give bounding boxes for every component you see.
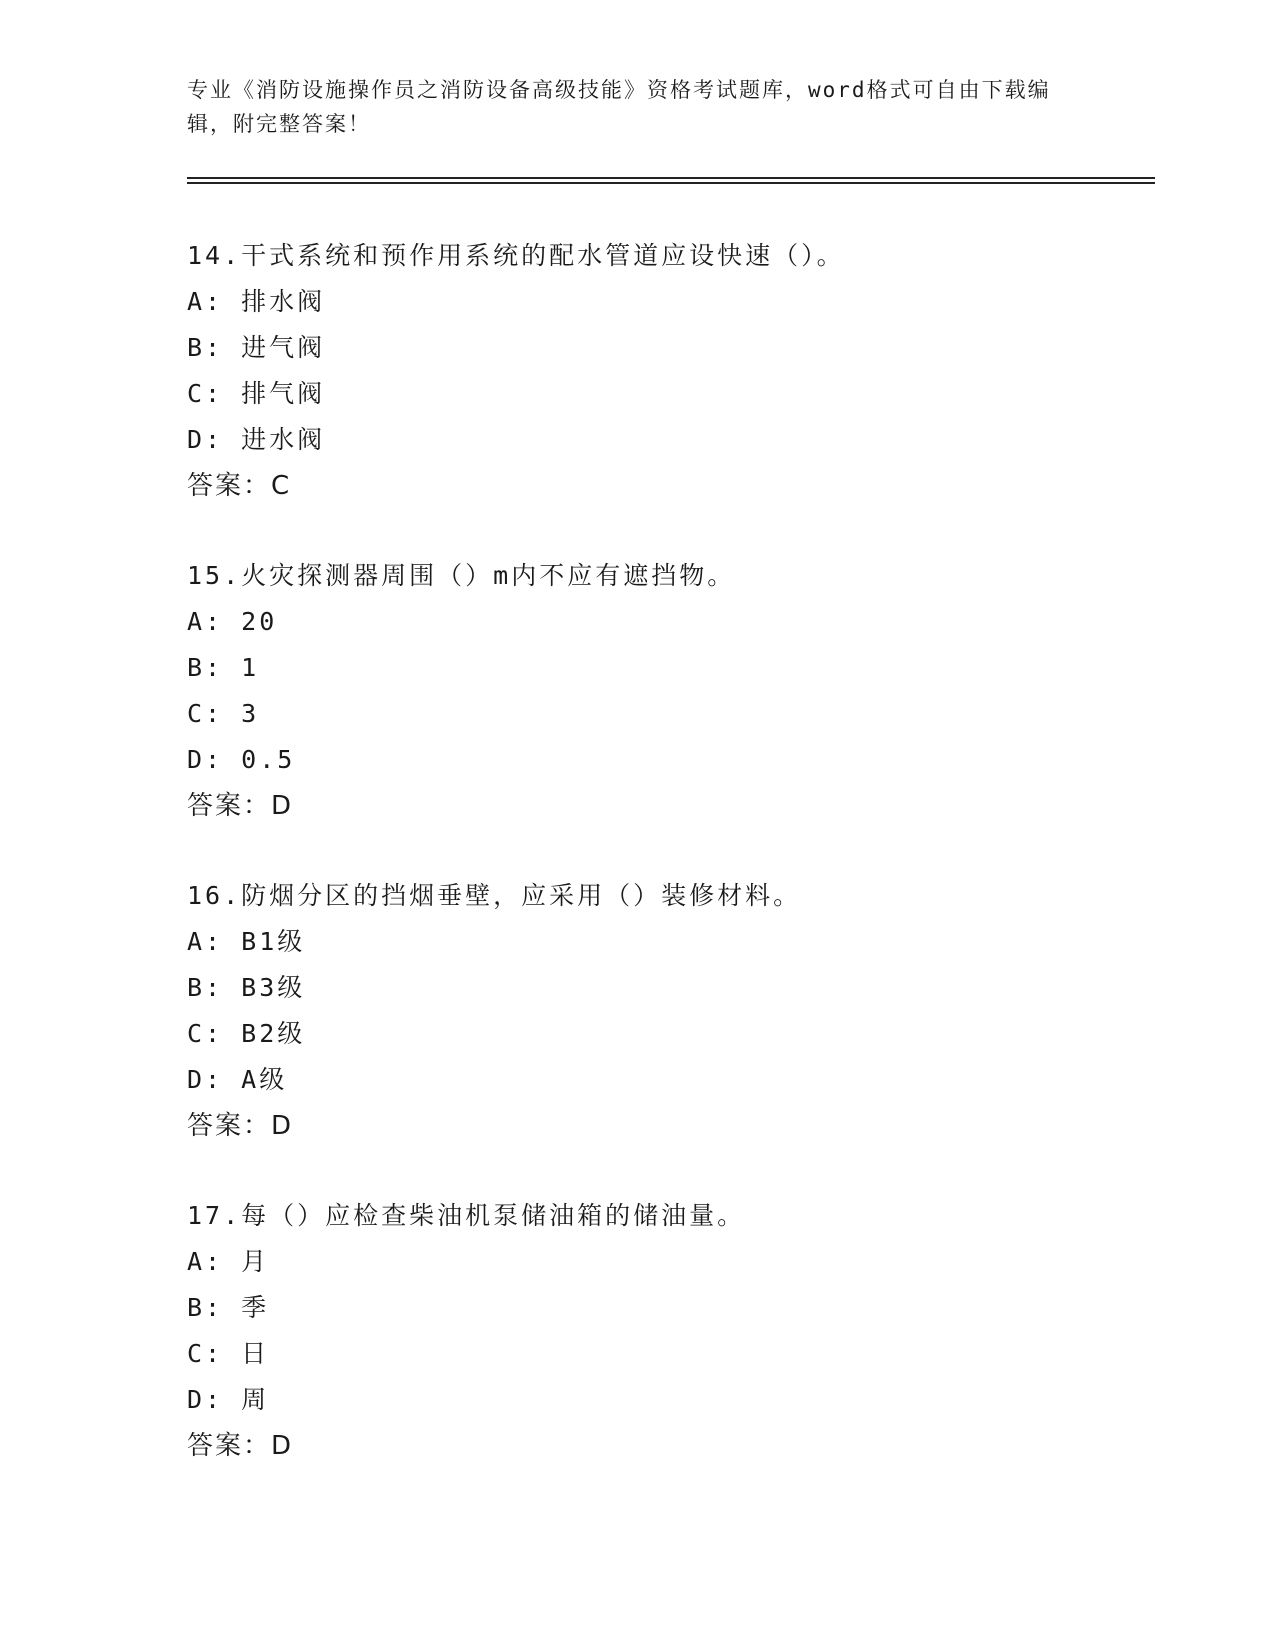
option-d: D: 周 (187, 1385, 270, 1414)
option-b: B: B3级 (187, 973, 306, 1002)
option-c: C: 日 (187, 1339, 270, 1368)
answer-line: 答案：D (187, 791, 294, 821)
header-intro-text: 专业《消防设施操作员之消防设备高级技能》资格考试题库，word格式可自由下载编辑，附完整答案！ (187, 78, 1051, 136)
header-divider-bottom (187, 182, 1155, 184)
question-title: 14.干式系统和预作用系统的配水管道应设快速（）。 (187, 241, 845, 270)
option-a: A: 排水阀 (187, 287, 326, 316)
option-c: C: 排气阀 (187, 379, 326, 408)
option-a: A: 20 (187, 607, 278, 636)
question-title: 16.防烟分区的挡烟垂壁，应采用（）装修材料。 (187, 881, 802, 910)
question-title: 17.每（）应检查柴油机泵储油箱的储油量。 (187, 1201, 746, 1230)
option-b: B: 1 (187, 653, 260, 682)
header-divider-top (187, 177, 1155, 179)
question-title: 15.火灾探测器周围（）m内不应有遮挡物。 (187, 561, 736, 590)
option-a: A: B1级 (187, 927, 306, 956)
option-c: C: 3 (187, 699, 260, 728)
option-b: B: 季 (187, 1293, 270, 1322)
option-d: D: A级 (187, 1065, 288, 1094)
option-a: A: 月 (187, 1247, 270, 1276)
document-header (187, 73, 1067, 141)
option-b: B: 进气阀 (187, 333, 326, 362)
answer-line: 答案：D (187, 1431, 294, 1461)
question-15 (187, 560, 1147, 822)
option-d: D: 0.5 (187, 745, 296, 774)
answer-line: 答案：C (187, 471, 292, 501)
answer-line: 答案：D (187, 1111, 294, 1141)
question-17 (187, 1200, 1147, 1462)
option-c: C: B2级 (187, 1019, 306, 1048)
option-d: D: 进水阀 (187, 425, 326, 454)
question-16 (187, 880, 1147, 1142)
question-14 (187, 240, 1147, 502)
